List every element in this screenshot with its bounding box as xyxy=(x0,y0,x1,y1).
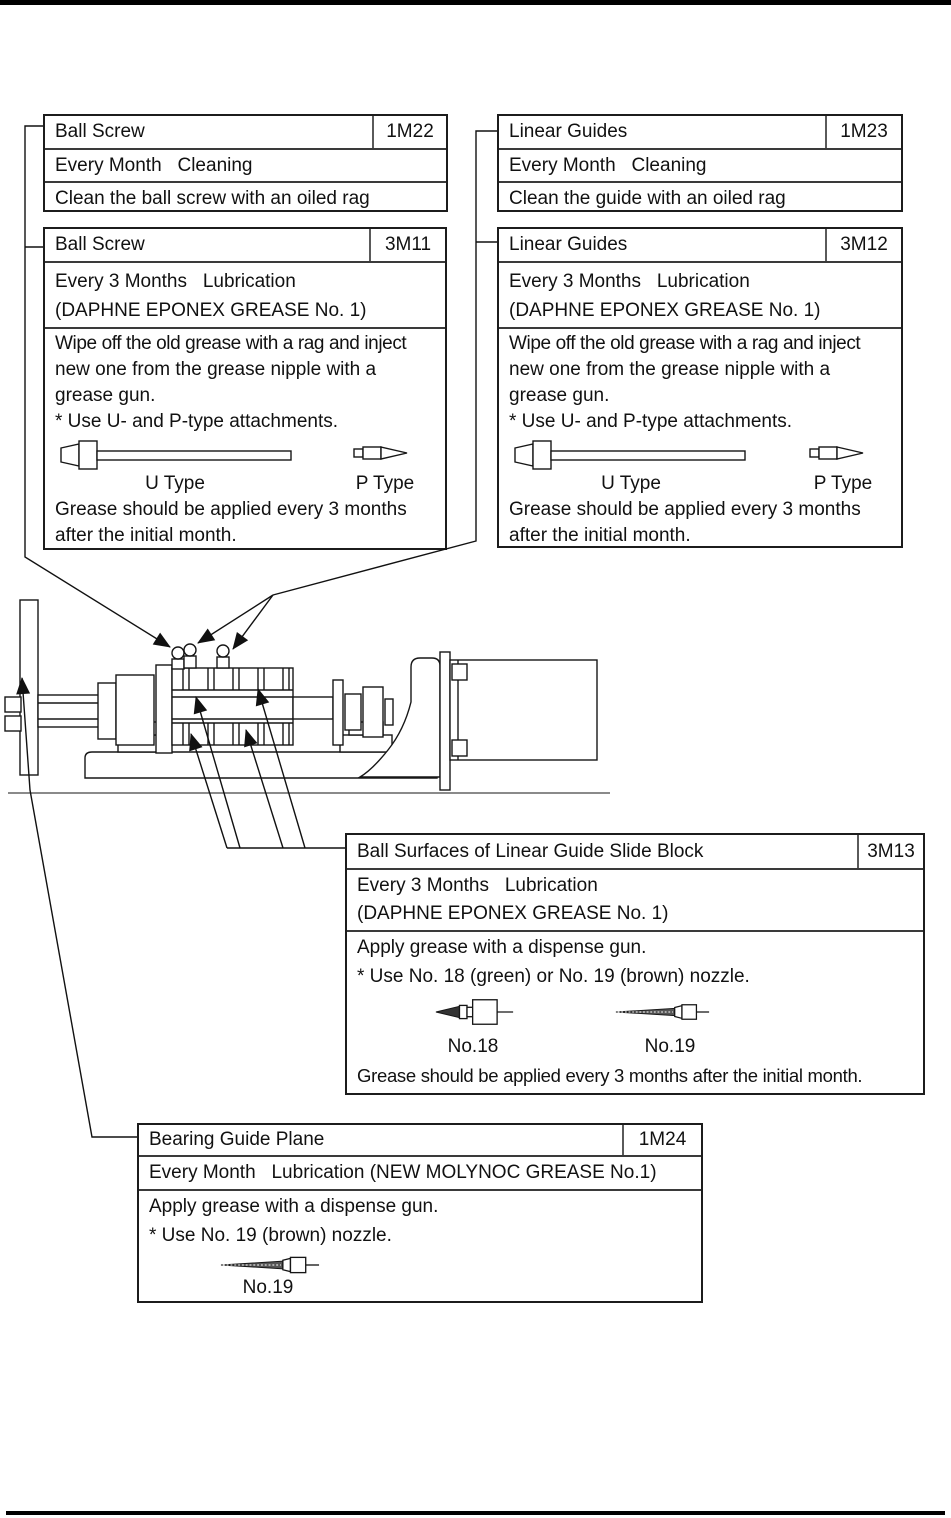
footer-line: after the initial month. xyxy=(509,525,691,546)
p-type-label: P Type xyxy=(813,473,873,494)
table-linear-guides-cleaning xyxy=(497,114,903,212)
u-type-attachment-icon xyxy=(59,438,295,472)
p-type-attachment-icon xyxy=(809,444,871,462)
footer-line: after the initial month. xyxy=(55,525,237,546)
bearing-guide-plane-leader xyxy=(22,678,137,1137)
table-title: Ball Screw xyxy=(55,121,145,142)
footer-line: Grease should be applied every 3 months after the initial month. xyxy=(357,1065,863,1086)
p-type-label: P Type xyxy=(355,473,415,494)
no19-label: No.19 xyxy=(242,1277,294,1298)
top-page-rule xyxy=(0,0,951,5)
instruction-line: Wipe off the old grease with a rag and inject xyxy=(509,333,861,354)
maintenance-code: 1M24 xyxy=(622,1125,701,1155)
no19-nozzle-icon xyxy=(615,1001,710,1023)
footer-line: Grease should be applied every 3 months xyxy=(509,499,861,520)
maintenance-code: 3M12 xyxy=(825,229,901,261)
instruction-line: grease gun. xyxy=(509,385,610,406)
u-type-label: U Type xyxy=(145,473,205,494)
table-title: Linear Guides xyxy=(509,234,628,255)
frequency-line: Every 3 Months Lubrication xyxy=(55,271,296,292)
frequency-cell: Every Month Cleaning xyxy=(509,154,707,176)
nozzle-note: * Use No. 19 (brown) nozzle. xyxy=(149,1225,392,1246)
maintenance-code: 1M22 xyxy=(372,116,446,148)
slide-block-table-leader xyxy=(191,689,345,848)
attachment-labels xyxy=(45,473,445,497)
frequency-line: Every 3 Months Lubrication xyxy=(357,875,598,896)
attachment-note: * Use U- and P-type attachments. xyxy=(55,411,339,432)
no19-nozzle-icon xyxy=(220,1254,320,1276)
no18-nozzle-icon xyxy=(435,994,515,1030)
grease-spec-line: (DAPHNE EPONEX GREASE No. 1) xyxy=(357,903,669,924)
table-title: Linear Guides xyxy=(509,121,628,142)
frequency-cell: Every Month Lubrication (NEW MOLYNOC GREASE No.1) xyxy=(149,1162,657,1183)
instruction-line: grease gun. xyxy=(55,385,156,406)
attachment-drawings xyxy=(499,435,901,473)
nozzle-drawings xyxy=(139,1251,701,1277)
instruction-line: Apply grease with a dispense gun. xyxy=(357,937,647,958)
attachment-drawings xyxy=(45,435,445,473)
instruction-cell: Clean the ball screw with an oiled rag xyxy=(55,187,370,209)
table-linear-guides-lubrication xyxy=(497,227,903,548)
nozzle-note: * Use No. 18 (green) or No. 19 (brown) nozzle. xyxy=(357,966,750,987)
u-type-label: U Type xyxy=(601,473,661,494)
instruction-line: Apply grease with a dispense gun. xyxy=(149,1196,439,1217)
instruction-cell: Clean the guide with an oiled rag xyxy=(509,187,786,209)
instruction-line: new one from the grease nipple with a xyxy=(509,359,831,380)
grease-nipples xyxy=(172,644,229,669)
frequency-cell: Every Month Cleaning xyxy=(55,154,253,176)
instruction-line: new one from the grease nipple with a xyxy=(55,359,377,380)
maintenance-code: 3M11 xyxy=(369,229,445,261)
table-title: Bearing Guide Plane xyxy=(149,1129,325,1150)
p-type-attachment-icon xyxy=(353,444,415,462)
table-ball-screw-cleaning xyxy=(43,114,448,212)
table-bearing-guide-plane xyxy=(137,1123,703,1303)
nozzle-labels xyxy=(139,1277,701,1301)
attachment-labels xyxy=(499,473,901,497)
table-title: Ball Surfaces of Linear Guide Slide Block xyxy=(357,840,704,862)
instruction-line: Wipe off the old grease with a rag and inject xyxy=(55,333,407,354)
no19-label: No.19 xyxy=(644,1036,696,1057)
grease-spec-line: (DAPHNE EPONEX GREASE No. 1) xyxy=(509,300,821,321)
attachment-note: * Use U- and P-type attachments. xyxy=(509,411,793,432)
u-type-attachment-icon xyxy=(513,438,749,472)
nozzle-drawings xyxy=(347,992,923,1036)
table-slide-block-lubrication xyxy=(345,833,925,1095)
maintenance-code: 1M23 xyxy=(825,116,901,148)
maintenance-code: 3M13 xyxy=(857,835,923,868)
table-title: Ball Screw xyxy=(55,234,145,255)
grease-spec-line: (DAPHNE EPONEX GREASE No. 1) xyxy=(55,300,367,321)
no18-label: No.18 xyxy=(447,1036,499,1057)
nozzle-labels xyxy=(347,1036,923,1062)
table-ball-screw-lubrication xyxy=(43,227,447,550)
frequency-line: Every 3 Months Lubrication xyxy=(509,271,750,292)
ball-screw-assembly-drawing xyxy=(5,600,610,793)
footer-line: Grease should be applied every 3 months xyxy=(55,499,407,520)
bottom-page-rule xyxy=(6,1511,945,1515)
